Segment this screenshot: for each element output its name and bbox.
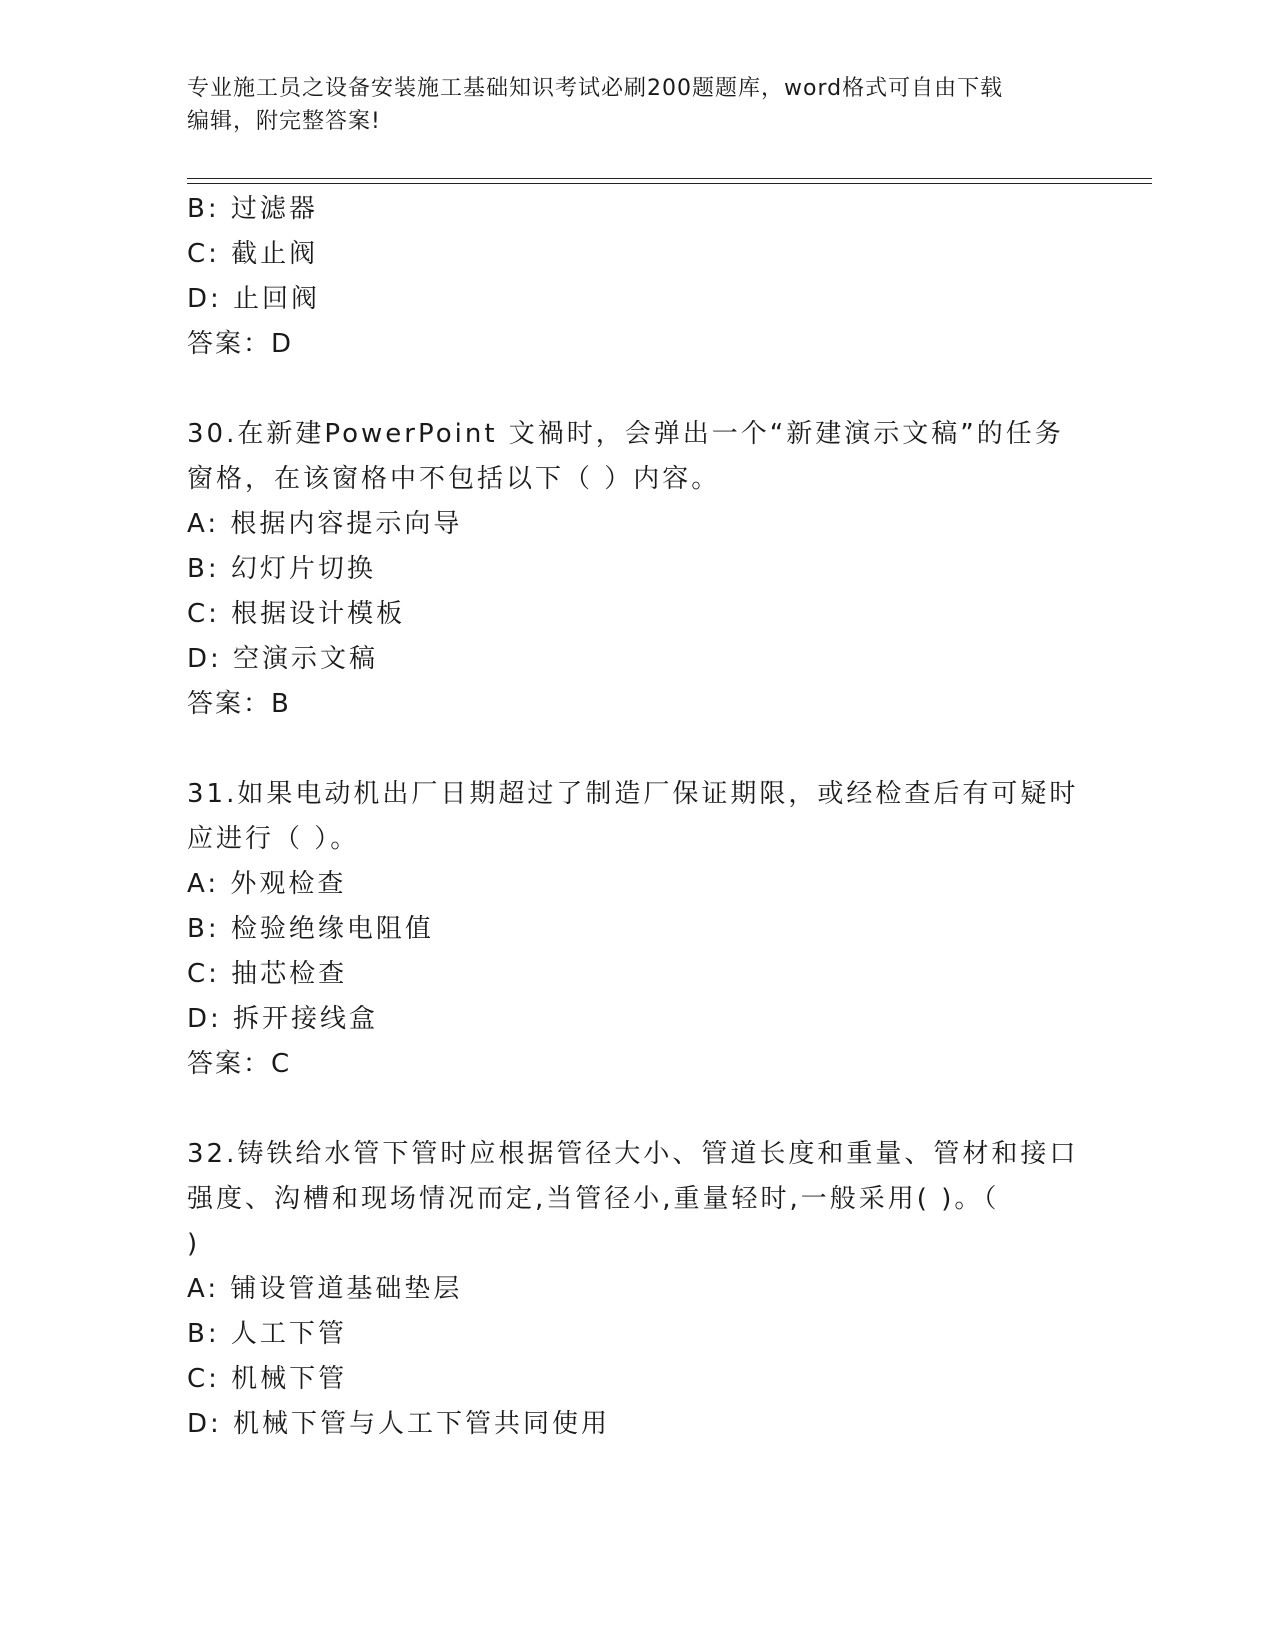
q30-option-b: B: 幻灯片切换 xyxy=(187,554,376,584)
q31-stem-line2: 应进行（ ）。 xyxy=(187,824,360,854)
q32-option-c: C: 机械下管 xyxy=(187,1364,348,1394)
header-rule-bottom xyxy=(187,183,1152,184)
q30-option-c: C: 根据设计模板 xyxy=(187,599,406,629)
q31-option-b: B: 检验绝缘电阻值 xyxy=(187,914,434,944)
q32-stem-line2: 强度、沟槽和现场情况而定,当管径小,重量轻时,一般采用( )。（ xyxy=(187,1184,1000,1214)
q29-option-d: D: 止回阀 xyxy=(187,284,321,314)
q31-option-a: A: 外观检查 xyxy=(187,869,347,899)
q30-stem-line2: 窗格，在该窗格中不包括以下（ ）内容。 xyxy=(187,464,721,494)
q32-stem-line1: 32.铸铁给水管下管时应根据管径大小、管道长度和重量、管材和接口 xyxy=(187,1139,1079,1169)
q31-option-c: C: 抽芯检查 xyxy=(187,959,348,989)
q29-option-b: B: 过滤器 xyxy=(187,194,318,224)
q30-option-a: A: 根据内容提示向导 xyxy=(187,509,463,539)
header-rule-top xyxy=(187,178,1152,179)
q29-option-c: C: 截止阀 xyxy=(187,239,319,269)
q32-option-a: A: 铺设管道基础垫层 xyxy=(187,1274,463,1304)
q31-stem-line1: 31.如果电动机出厂日期超过了制造厂保证期限，或经检查后有可疑时 xyxy=(187,779,1079,809)
document-header: 专业施工员之设备安装施工基础知识考试必刷200题题库，word格式可自由下载 编辑，附完整答案! xyxy=(187,76,1004,134)
q32-option-b: B: 人工下管 xyxy=(187,1319,347,1349)
q32-stem-line3: ) xyxy=(187,1229,201,1259)
q30-answer: 答案：B xyxy=(187,689,291,719)
q29-answer: 答案：D xyxy=(187,329,294,359)
q30-stem-line1: 30.在新建PowerPoint 文禍时，会弹出一个“新建演示文稿”的任务 xyxy=(187,419,1064,449)
q32-option-d: D: 机械下管与人工下管共同使用 xyxy=(187,1409,611,1439)
q31-option-d: D: 拆开接线盒 xyxy=(187,1004,379,1034)
q30-option-d: D: 空演示文稿 xyxy=(187,644,379,674)
q31-answer: 答案：C xyxy=(187,1049,292,1079)
